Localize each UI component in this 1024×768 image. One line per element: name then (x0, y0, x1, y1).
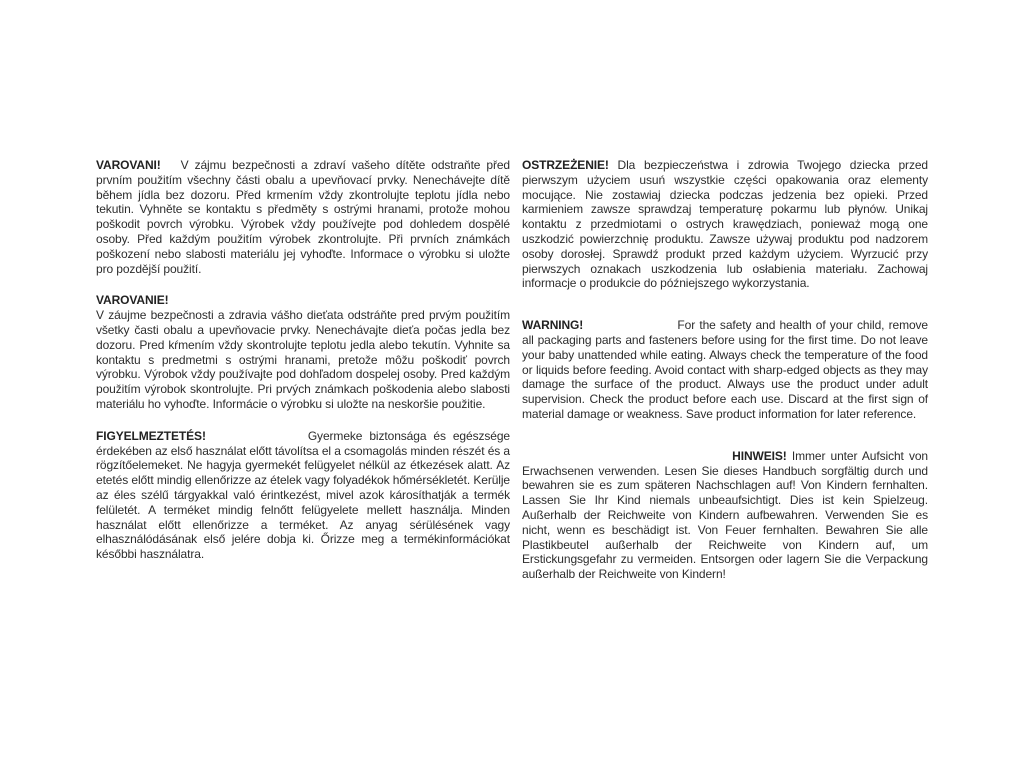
warning-polish-heading: OSTRZEŻENIE! (522, 158, 609, 172)
warning-slovak-body: V záujme bezpečnosti a zdravia vášho dieťata odstráňte pred prvým použitím všetky časti obalu a upevňovacie prvky. Nenechávajte dieťa počas jedla bez dozoru. Pred kŕmením vždy skontrolujte teplotu jedla alebo tekutín. Vyhnite sa kontaktu s predmetmi s ostrými hranami, pretože môžu poškodiť povrch výrobku. Výrobok vždy používajte pod dohľadom dospelej osoby. Pred každým použitím výrobok skontrolujte. Pri prvých známkach poškodenia alebo slabosti materiálu ho vyhoďte. Informácie o výrobku si uložte na neskoršie použitie. (96, 308, 510, 411)
heading-gap (583, 328, 673, 329)
warning-german-heading: HINWEIS! (732, 448, 787, 463)
warning-hungarian (96, 429, 510, 562)
warning-czech-heading: VAROVANI! (96, 158, 161, 172)
warning-polish-body: Dla bezpieczeństwa i zdrowia Twojego dziecka przed pierwszym użyciem usuń wszystkie części opakowania oraz elementy mocujące. Nie zostawiaj dziecka podczas jedzenia bez opieki. Przed karmieniem zawsze sprawdzaj temperaturę pokarmu lub płynów. Unikaj kontaktu z przedmiotami o ostrych krawędziach, ponieważ mogą one uszkodzić powierzchnię produktu. Zawsze używaj produktu pod nadzorem osoby dorosłej. Sprawdź produkt przed każdym użyciem. Wyrzucić przy pierwszych oznakach uszkodzenia lub osłabienia materiału. Zachowaj informacje o produkcie do późniejszego wykorzystania. (522, 158, 929, 291)
right-column (522, 158, 928, 609)
left-column (96, 158, 510, 609)
warning-czech (96, 158, 510, 276)
warning-english-heading: WARNING! (522, 318, 584, 333)
warning-hungarian-heading: FIGYELMEZTETÉS! (96, 428, 206, 443)
warning-english-body: For the safety and health of your child, remove all packaging parts and fasteners before using for the first time. Do not leave your baby unattended while eating. Always check the temperature of the food or liquids before feeding. Avoid contact with sharp-edged objects as they may damage the surface of the product. Always use the product under adult supervision. Check the product before each use. Discard at the first sign of material damage or weakness. Save product information for later reference. (522, 318, 929, 421)
warning-czech-body: V zájmu bezpečnosti a zdraví vašeho dítěte odstraňte před prvním použitím všechny části obalu a upevňovací prvky. Nenechávejte dítě během jídla bez dozoru. Před krmením vždy zkontrolujte teplotu jídla nebo tekutin. Vyhněte se kontaktu s předměty s ostrými hranami, protože mohou poškodit povrch výrobku. Výrobek vždy používejte pod dohledem dospělé osoby. Před každým použitím výrobek zkontrolujte. Při prvních známkách poškození nebo slabosti materiálu jej vyhoďte. Informace o výrobku si uložte pro pozdější použití. (96, 158, 511, 276)
heading-gap (206, 439, 301, 440)
warning-hungarian-body: Gyermeke biztonsága és egészsége érdekében az első használat előtt távolítsa el a csomagolás minden részét és a rögzítőelemeket. Ne hagyja gyermekét felügyelet nélkül az étkezések alatt. Az etetés előtt mindig ellenőrizze az ételek vagy folyadékok hőmérsékletét. Kerülje az éles szélű tárgyakkal való érintkezést, mivel azok károsíthatják a termék felületét. A terméket mindig felnőtt felügyelete mellett használja. Minden használat előtt ellenőrizze a terméket. Az anyag sérülésének vagy elhasználódásának első jelére dobja ki. Őrizze meg a termékinformációkat későbbi használatra. (96, 428, 510, 562)
heading-gap (161, 168, 175, 169)
warning-polish (522, 158, 928, 291)
warning-german (522, 449, 928, 582)
first-line-indent (522, 459, 727, 460)
warning-german-body: Immer unter Aufsicht von Erwachsenen verwenden. Lesen Sie dieses Handbuch sorgfältig durch und bewahren sie es zum späteren Nachschlagen auf! Von Kindern fernhalten. Lassen Sie Ihr Kind niemals unbeaufsichtigt. Dies ist kein Spielzeug. Außerhalb der Reichweite von Kindern aufbewahren. Verwenden Sie es nicht, wenn es beschädigt ist. Von Feuer fernhalten. Bewahren Sie alle Plastikbeutel außerhalb der Reichweite von Kindern auf, um Erstickungsgefahr zu vermeiden. Entsorgen oder lagern Sie die Verpackung außerhalb der Reichweite von Kindern! (522, 448, 928, 582)
warning-english (522, 318, 928, 422)
warning-slovak (96, 293, 510, 411)
warning-columns (96, 158, 928, 609)
warning-slovak-heading: VAROVANIE! (96, 293, 169, 308)
